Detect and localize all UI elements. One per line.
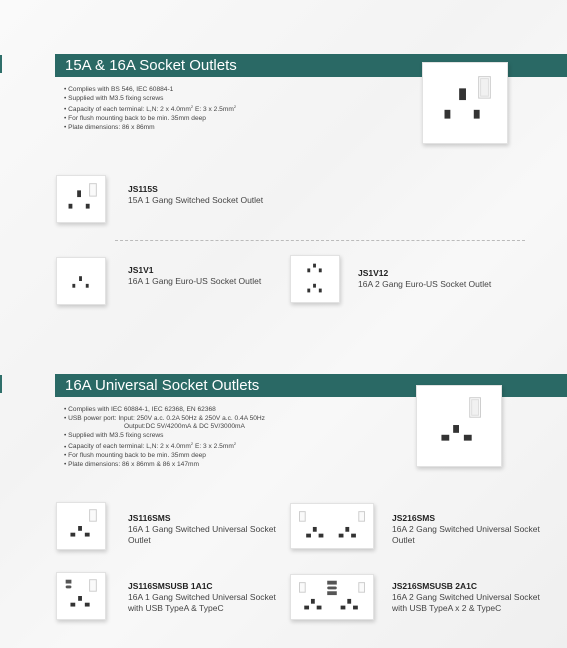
product-description: 16A 2 Gang Euro-US Socket Outlet	[358, 279, 492, 289]
spec-item: • For flush mounting back to be min. 35mm deep	[64, 452, 265, 461]
product-code: JS116SMSUSB 1A1C	[128, 581, 213, 591]
product-code: JS216SMS	[392, 513, 435, 523]
product-image-js116smsusb-1a1c	[56, 572, 106, 620]
spec-item: • Plate dimensions: 86 x 86mm & 86 x 147mm	[64, 461, 265, 470]
product-description: 16A 2 Gang Switched Universal Socket Outlet	[392, 524, 540, 545]
edge-mark	[0, 55, 2, 73]
product-image-hero-universal-socket	[416, 385, 502, 467]
spec-list-section2	[64, 406, 265, 469]
section-title-16a-universal: 16A Universal Socket Outlets	[55, 374, 567, 397]
product-code: JS1V1	[128, 265, 154, 275]
spec-item: • Capacity of each terminal: L,N: 2 x $4.0mm^2$ E: 3 x $2.5mm^2$	[64, 440, 265, 452]
spec-item: • Supplied with M3.5 fixing screws	[64, 95, 236, 104]
product-image-js1v12	[290, 255, 340, 303]
divider	[115, 240, 525, 241]
spec-item: • Supplied with M3.5 fixing screws	[64, 432, 265, 441]
product-image-js116sms	[56, 502, 106, 550]
product-image-js115s	[56, 175, 106, 223]
product-code: JS115S	[128, 184, 158, 194]
product-code: JS1V12	[358, 268, 389, 278]
section-title-15a-16a: 15A & 16A Socket Outlets	[55, 54, 567, 77]
product-image-hero-bs-socket	[422, 62, 508, 144]
product-image-js216smsusb-2a1c	[290, 574, 374, 620]
product-description: 16A 1 Gang Switched Universal Socket Outlet	[128, 524, 276, 545]
product-image-js1v1	[56, 257, 106, 305]
product-description: 15A 1 Gang Switched Socket Outlet	[128, 195, 264, 205]
product-description: 16A 1 Gang Switched Universal Socket with USB TypeA & TypeC	[128, 592, 276, 613]
spec-list-section1	[64, 86, 236, 132]
spec-item: • Plate dimensions: 86 x 86mm	[64, 124, 236, 133]
spec-item: • For flush mounting back to be min. 35mm deep	[64, 115, 236, 124]
edge-mark	[0, 375, 2, 393]
spec-item: • Complies with BS 546, IEC 60884-1	[64, 86, 236, 95]
product-code: JS216SMSUSB 2A1C	[392, 581, 478, 591]
spec-item: • Complies with IEC 60884-1, IEC 62368, EN 62368	[64, 406, 265, 415]
spec-item: • USB power port: Input: 250V a.c. 0.2A 50Hz & 250V a.c. 0.4A 50Hz	[64, 415, 265, 424]
product-description: 16A 1 Gang Euro-US Socket Outlet	[128, 276, 262, 286]
product-code: JS116SMS	[128, 513, 171, 523]
spec-item: • Capacity of each terminal: L,N: 2 x $4.0mm^2$ E: 3 x $2.5mm^2$	[64, 103, 236, 115]
product-description: 16A 2 Gang Switched Universal Socket with USB TypeA x 2 & TypeC	[392, 592, 540, 613]
product-image-js216sms	[290, 503, 374, 549]
spec-item: Output:DC 5V/4200mA & DC 5V/3000mA	[124, 423, 245, 431]
